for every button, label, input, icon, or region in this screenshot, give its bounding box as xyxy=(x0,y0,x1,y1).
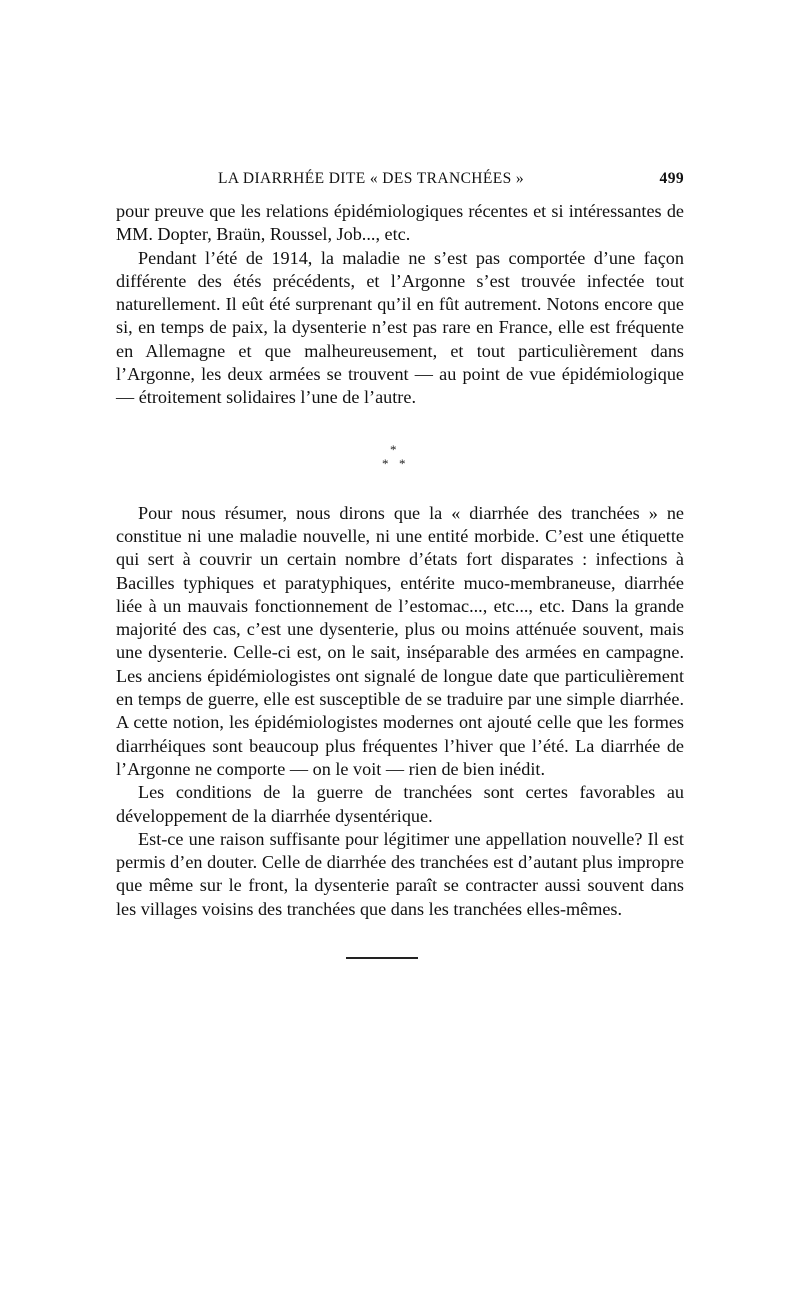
paragraph: Pour nous résumer, nous dirons que la « diarrhée des tranchées » ne constitue ni une maladie nouvelle, ni une entité morbide. C’est une étiquette qui sert à couvrir un certain nombre d’états fort disparates : infections à Bacilles typhiques et paratyphiques, entérite muco-membraneuse, diarrhée liée à un mauvais fonctionnement de l’estomac..., etc..., etc. Dans la grande majorité des cas, c’est une dysenterie, plus ou moins atténuée souvent, mais une dysenterie. Celle-ci est, on le sait, inséparable des armées en campagne. Les anciens épidémiologistes ont signalé de longue date que particulièrement en temps de guerre, elle est susceptible de se traduire par une simple diarrhée. A cette notion, les épidémiologistes modernes ont ajouté celle que les formes diarrhéiques sont beaucoup plus fréquentes l’hiver que l’été. La diarrhée de l’Argonne ne comporte — on le voit — rien de bien inédit. xyxy=(116,502,684,779)
page-number: 499 xyxy=(659,170,684,187)
running-title: LA DIARRHÉE DITE « DES TRANCHÉES » xyxy=(218,170,525,187)
paragraph: Les conditions de la guerre de tranchées sont certes favorables au développement de la diarrhée dysentérique. xyxy=(116,782,684,826)
running-header xyxy=(116,166,684,194)
body-text xyxy=(116,200,684,921)
paragraph-continuation: pour preuve que les relations épidémiologiques récentes et si intéressantes de MM. Dopter, Braün, Roussel, Job..., etc. xyxy=(116,201,684,245)
end-rule xyxy=(346,957,418,959)
section-asterism xyxy=(116,428,684,486)
asterism-star: * xyxy=(382,455,389,471)
paragraph: Pendant l’été de 1914, la maladie ne s’est pas comportée d’une façon différente des étés précédents, et l’Argonne s’est trouvée infectée tout naturellement. Il eût été surprenant qu’il en fût autrement. Notons encore que si, en temps de paix, la dysenterie n’est pas rare en France, elle est fréquente en Allemagne et que malheureusement, et tout particulièrement dans l’Argonne, les deux armées se trouvent — au point de vue épidémiologique — étroitement solidaires l’une de l’autre. xyxy=(116,247,684,408)
book-page xyxy=(116,166,684,959)
paragraph: Est-ce une raison suffisante pour légitimer une appellation nouvelle? Il est permis d’en douter. Celle de diarrhée des tranchées est d’autant plus impropre que même sur le front, la dysenterie paraît se contracter aussi souvent dans les villages voisins des tranchées que dans les tranchées elles-mêmes. xyxy=(116,828,684,919)
asterism-star: * xyxy=(399,455,406,471)
asterism-star: * xyxy=(390,441,397,457)
